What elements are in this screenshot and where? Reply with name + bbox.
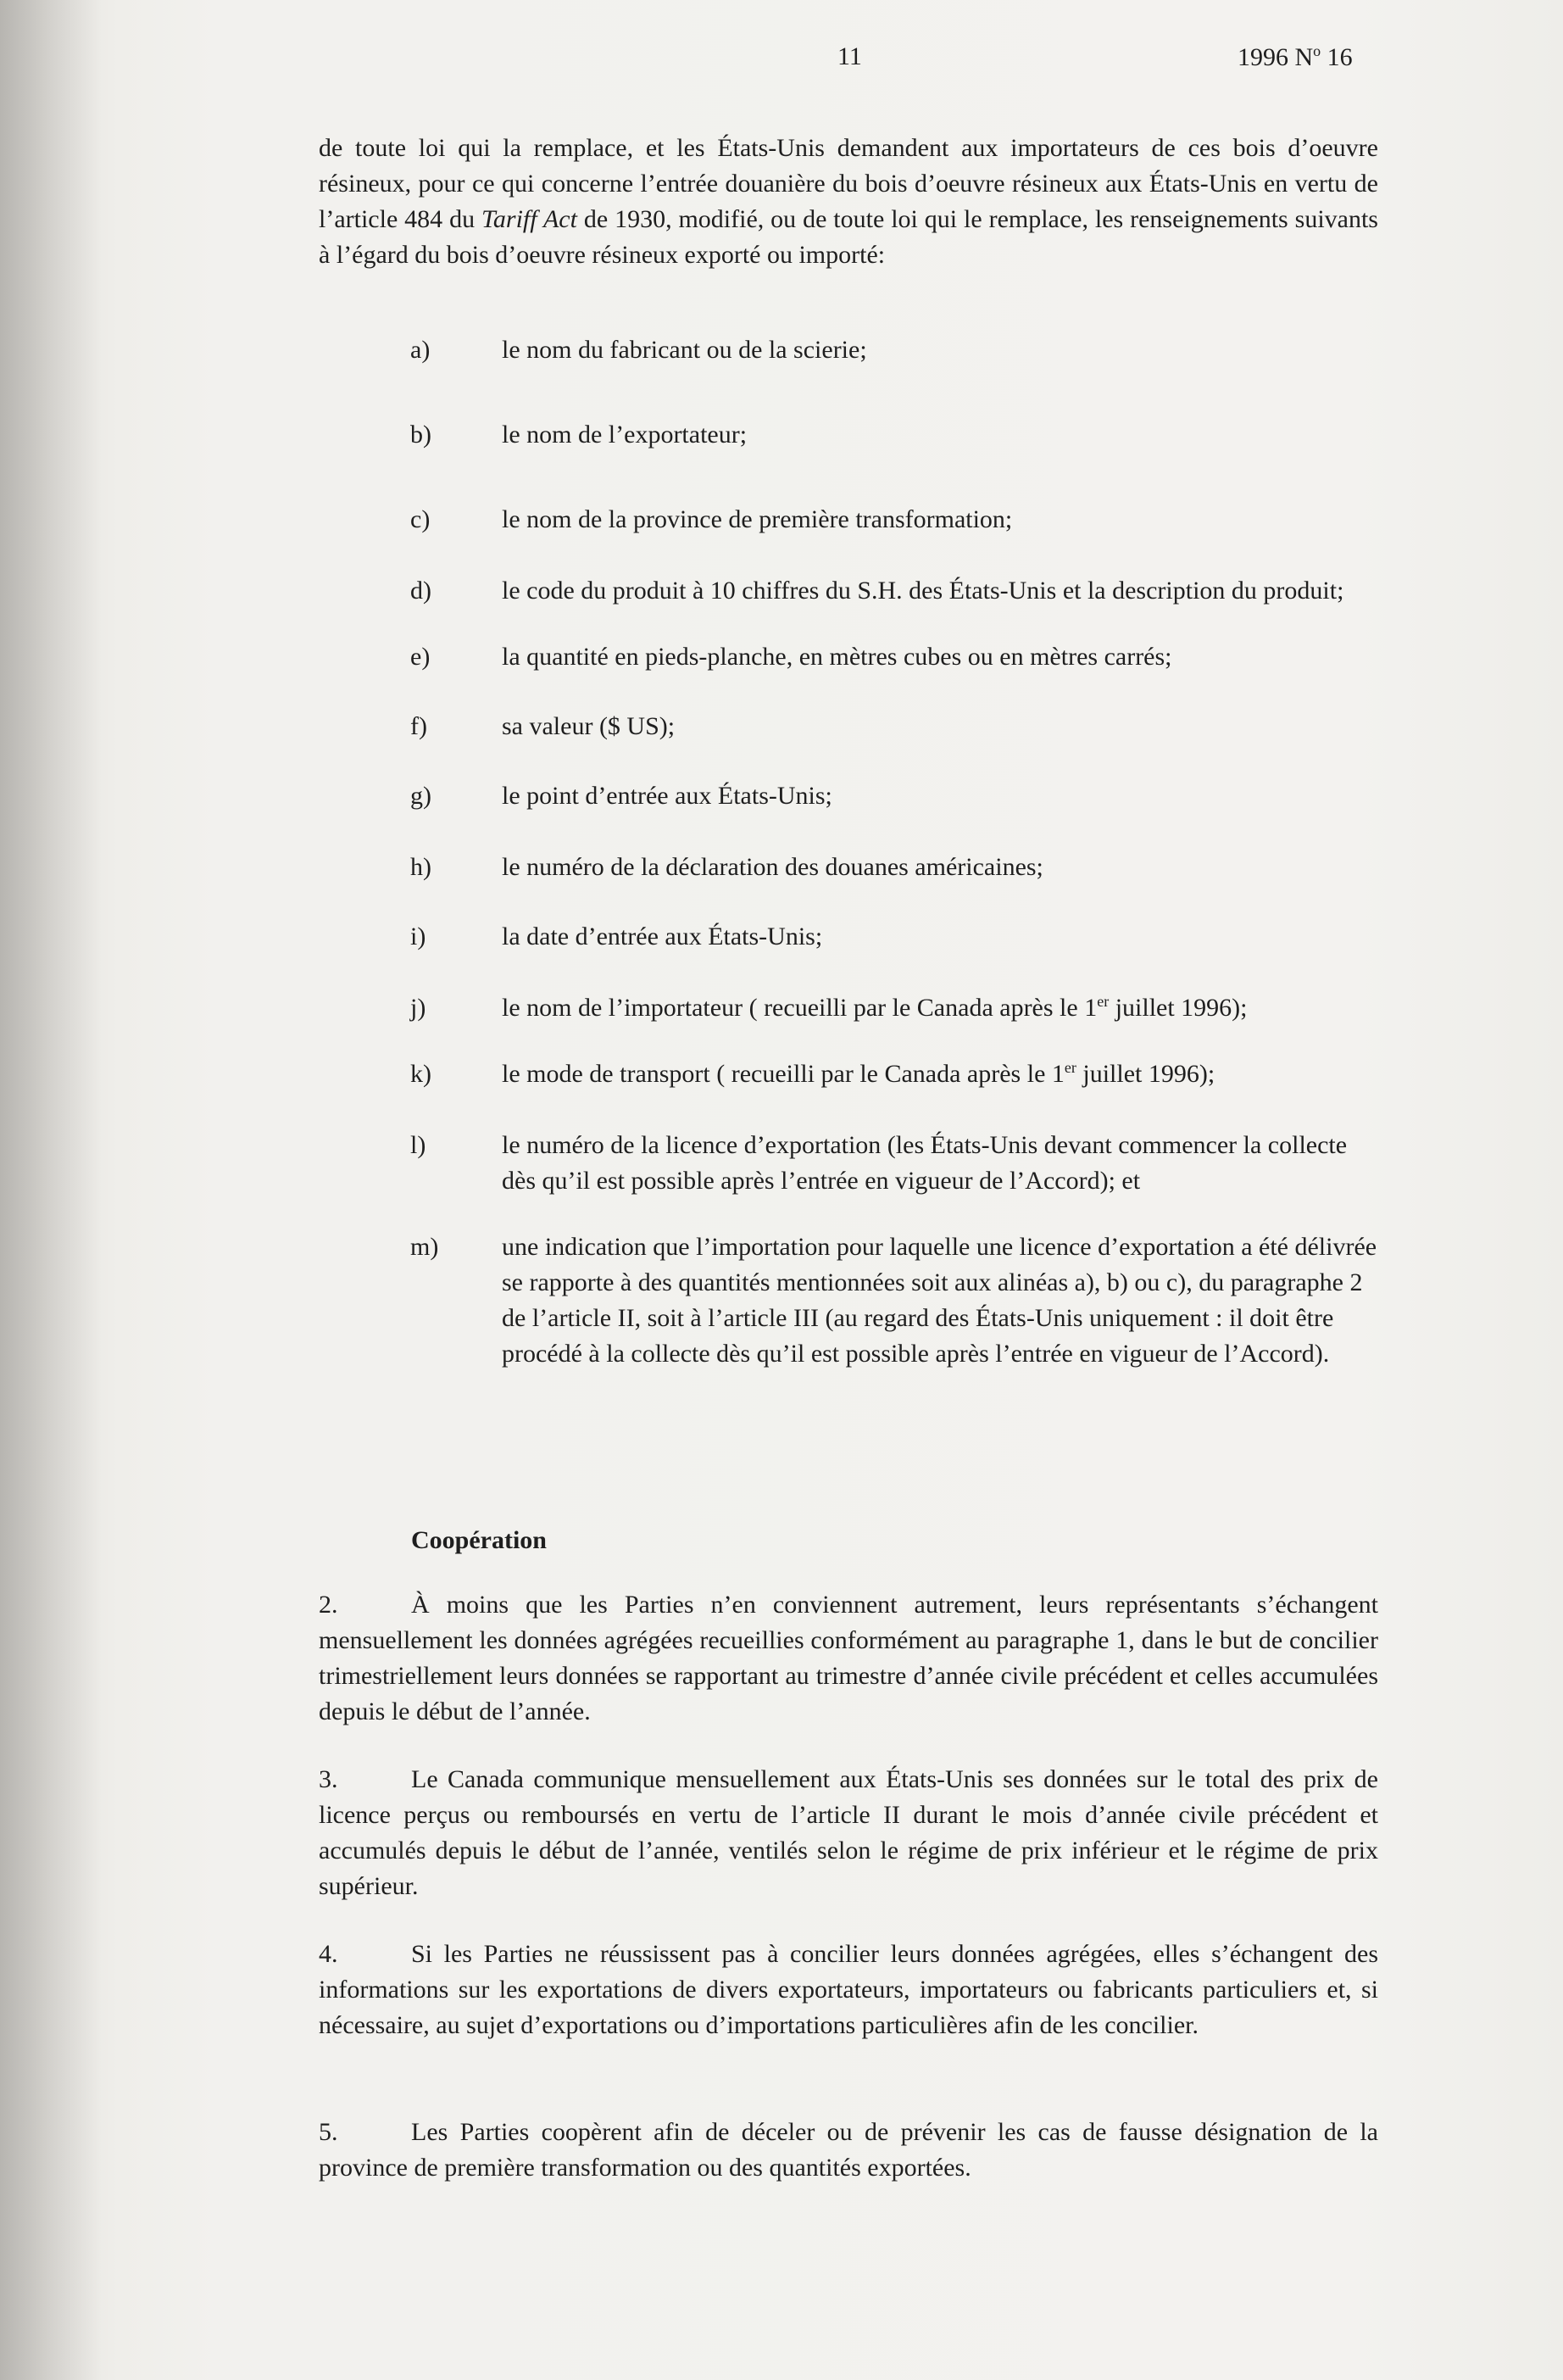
paragraph-text: Les Parties coopèrent afin de déceler ou de prévenir les cas de fausse désignation de la province de première transformation ou des quantités exportées. bbox=[319, 2118, 1378, 2182]
list-item-marker: b) bbox=[410, 421, 431, 449]
issue-reference bbox=[1238, 42, 1353, 72]
list-item-marker: j) bbox=[410, 994, 426, 1022]
ordinal-superscript: er bbox=[1064, 1059, 1076, 1076]
list-item-marker: c) bbox=[410, 505, 431, 533]
list-item bbox=[319, 573, 1387, 609]
list-item-text: le code du produit à 10 chiffres du S.H. des États-Unis et la description du produit; bbox=[502, 577, 1344, 605]
list-item-marker: l) bbox=[410, 1131, 426, 1159]
list-item-text: le numéro de la licence d’exportation (les États-Unis devant commencer la collecte dès qu’il est possible après l’entrée en vigueur de l’Accord); et bbox=[502, 1131, 1348, 1195]
list-item-text: le nom de l’exportateur; bbox=[502, 421, 748, 449]
paragraph-text: Si les Parties ne réussissent pas à concilier leurs données agrégées, elles s’échangent des informations sur les exportations de divers exportateurs, importateurs ou fabricants particuliers et, si nécessaire, au sujet d’exportations ou d’importations particulières afin de les concilier. bbox=[319, 1940, 1378, 2039]
list-item-text: le numéro de la déclaration des douanes américaines; bbox=[502, 853, 1043, 881]
list-item-marker: d) bbox=[410, 577, 431, 605]
intro-paragraph bbox=[319, 131, 1378, 273]
list-item bbox=[319, 850, 1387, 885]
paragraph-number: 2. bbox=[319, 1591, 338, 1619]
list-item-text: le point d’entrée aux États-Unis; bbox=[502, 782, 832, 810]
list-item-text: la date d’entrée aux États-Unis; bbox=[502, 922, 823, 950]
list-item bbox=[319, 778, 1387, 814]
issue-year: 1996 bbox=[1238, 43, 1288, 71]
list-item-text: la quantité en pieds-planche, en mètres cubes ou en mètres carrés; bbox=[502, 643, 1172, 671]
list-item bbox=[319, 709, 1387, 744]
list-item-text bbox=[502, 990, 1387, 1026]
list-item-marker: f) bbox=[410, 712, 427, 740]
numbered-paragraph bbox=[319, 1937, 1378, 2043]
list-item-text bbox=[502, 1056, 1387, 1092]
page-header bbox=[0, 42, 1563, 85]
issue-no-label: N bbox=[1294, 43, 1314, 71]
list-item bbox=[319, 417, 1387, 453]
list-item-text: une indication que l’importation pour laquelle une licence d’exportation a été délivrée se rapporte à des quantités mentionnées soit aux alinéas a), b) ou c), du paragraphe 2 de l’article II, soit à l’article III (au regard des États-Unis uniquement : il doit être procédé à la collecte dès qu’il est possible après l’entrée en vigueur de l’Accord). bbox=[502, 1233, 1377, 1368]
list-item-text: le nom de la province de première transformation; bbox=[502, 505, 1013, 533]
intro-part2: de 1930, modifié, ou de toute loi qui le remplace, les renseignements suivants à l’égard du bois d’oeuvre résineux exporté ou importé: bbox=[319, 205, 1378, 269]
list-item-marker: g) bbox=[410, 782, 431, 810]
paragraph-number: 5. bbox=[319, 2118, 338, 2146]
list-item bbox=[319, 502, 1387, 538]
issue-number: 16 bbox=[1321, 43, 1353, 71]
ordinal-superscript: er bbox=[1097, 993, 1110, 1010]
list-item bbox=[319, 332, 1387, 368]
binding-shadow bbox=[0, 0, 102, 2380]
list-item-text-part: juillet 1996); bbox=[1076, 1060, 1215, 1088]
list-item-marker: a) bbox=[410, 336, 431, 364]
list-item-marker: k) bbox=[410, 1060, 431, 1088]
intro-part1: de toute loi qui la remplace, et les États-Unis demandent aux importateurs de ces bois d’oeuvre résineux, pour ce qui concerne l’entrée douanière du bois d’oeuvre résineux aux États-Unis en vertu de l’article 484 du bbox=[319, 134, 1378, 233]
list-item-marker: e) bbox=[410, 643, 431, 671]
issue-no-sup: o bbox=[1313, 42, 1321, 59]
numbered-paragraph bbox=[319, 1762, 1378, 1904]
list-item bbox=[319, 990, 1387, 1026]
list-item-marker: m) bbox=[410, 1233, 439, 1261]
information-list bbox=[319, 332, 1387, 1406]
list-item bbox=[319, 1056, 1387, 1092]
list-item-marker: h) bbox=[410, 853, 431, 881]
list-item-text-part: juillet 1996); bbox=[1109, 994, 1248, 1022]
paragraph-number: 4. bbox=[319, 1940, 338, 1968]
page-number: 11 bbox=[837, 42, 862, 70]
paragraph-text: À moins que les Parties n’en conviennent autrement, leurs représentants s’échangent mensuellement les données agrégées recueillies conformément au paragraphe 1, dans le but de concilier trimestriellement leurs données se rapportant au trimestre d’année civile précédent et celles accumulées depuis le début de l’année. bbox=[319, 1591, 1378, 1725]
list-item-text-part: le mode de transport ( recueilli par le Canada après le 1 bbox=[502, 1060, 1065, 1088]
list-item bbox=[319, 919, 1387, 955]
list-item bbox=[319, 1229, 1387, 1372]
list-item bbox=[319, 639, 1387, 675]
numbered-paragraph bbox=[319, 2115, 1378, 2186]
intro-italic-title: Tariff Act bbox=[481, 205, 577, 233]
numbered-paragraph bbox=[319, 1587, 1378, 1730]
list-item-text-part: le nom de l’importateur ( recueilli par le Canada après le 1 bbox=[502, 994, 1098, 1022]
list-item bbox=[319, 1128, 1387, 1199]
list-item-text: le nom du fabricant ou de la scierie; bbox=[502, 336, 867, 364]
section-heading: Coopération bbox=[411, 1526, 547, 1554]
list-item-text: sa valeur ($ US); bbox=[502, 712, 676, 740]
list-item-marker: i) bbox=[410, 922, 426, 950]
paragraph-text: Le Canada communique mensuellement aux États-Unis ses données sur le total des prix de licence perçus ou remboursés en vertu de l’article II durant le mois d’année civile précédent et accumulés depuis le début de l’année, ventilés selon le régime de prix inférieur et le régime de prix supérieur. bbox=[319, 1765, 1378, 1900]
paragraph-number: 3. bbox=[319, 1765, 338, 1793]
